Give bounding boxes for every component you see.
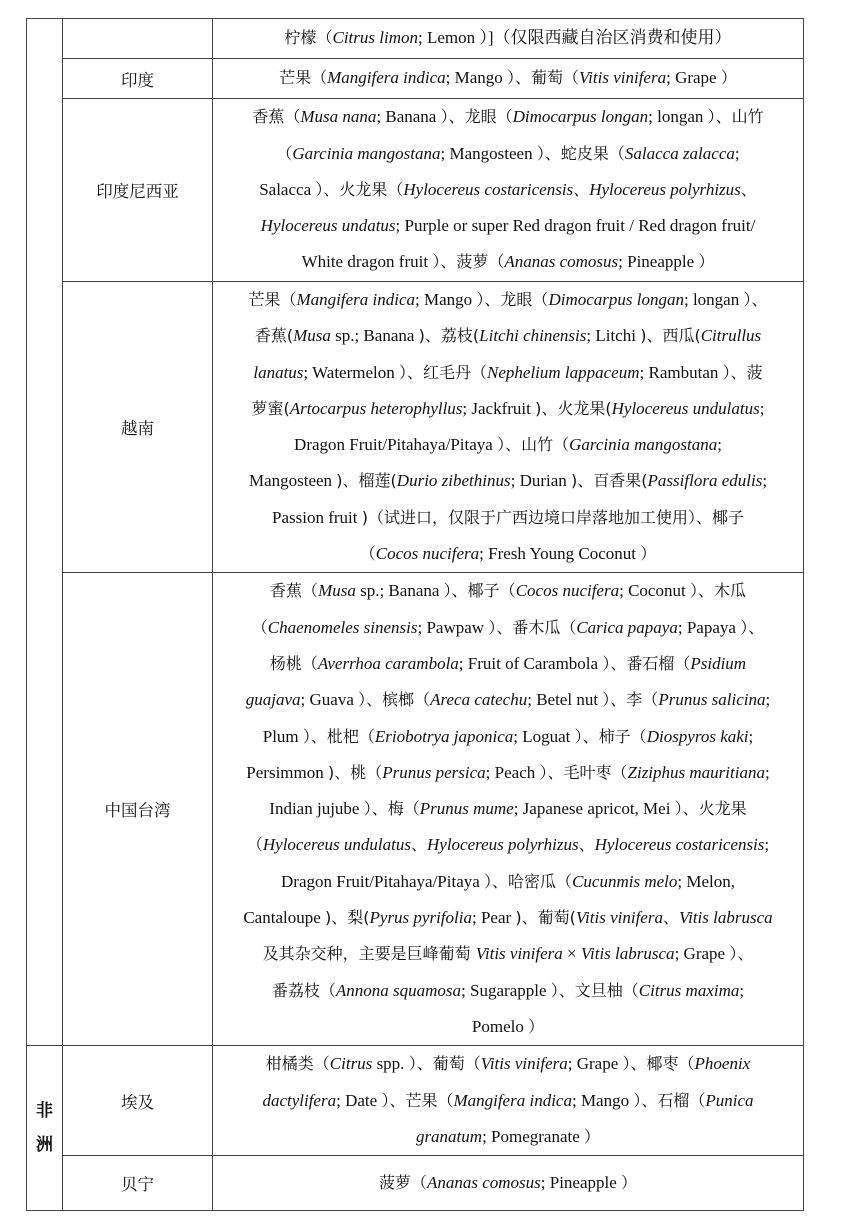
scientific-name: Dimocarpus longan: [512, 107, 649, 127]
fruit-text: sp.; Banana: [355, 581, 444, 601]
fruit-text: )、火龙果(: [535, 398, 612, 418]
scientific-name: Hylocereus costaricensis: [403, 179, 574, 199]
scientific-name: Vitis vinifera: [480, 1054, 568, 1074]
scientific-name: Vitis vinifera: [579, 68, 667, 88]
fruit-text: ; Guava: [300, 690, 359, 710]
fruit-text: Salacca: [259, 179, 316, 199]
fruit-text: ）、李（: [602, 690, 659, 710]
fruit-text: （: [246, 835, 263, 855]
scientific-name: Musa: [318, 581, 356, 601]
fruit-line: [216, 20, 800, 56]
scientific-name: Ananas comosus: [426, 1173, 541, 1193]
fruit-line: [216, 1046, 800, 1082]
fruit-text: ; Loguat: [513, 726, 575, 746]
scientific-name: Cocos nucifera: [515, 581, 620, 601]
region-label: 非 洲: [36, 1101, 53, 1156]
fruit-text: Pomelo: [471, 1016, 529, 1036]
fruit-text: 芒果（: [279, 68, 328, 88]
scientific-name: Vitis labrusca: [678, 908, 773, 928]
fruit-line: [216, 719, 800, 755]
fruit-text: ）、槟榔（: [358, 690, 431, 710]
table-row: [27, 99, 804, 282]
fruit-text: spp.: [372, 1054, 409, 1074]
fruit-text: )、西瓜(: [640, 326, 701, 346]
scientific-name: Dimocarpus longan: [548, 290, 684, 309]
scientific-name: Mangifera indica: [296, 290, 416, 309]
fruit-list-cell: [213, 1046, 804, 1156]
fruit-line: [216, 391, 800, 427]
fruit-text: ）、柿子（: [574, 726, 647, 746]
scientific-name: Hylocereus undulatus: [611, 398, 760, 418]
fruit-line: [216, 318, 800, 354]
fruit-text: ; longan: [683, 290, 744, 309]
fruit-text: （: [359, 544, 376, 564]
scientific-name: Mangifera indica: [327, 68, 446, 88]
scientific-name: Citrus limon: [332, 28, 418, 48]
scientific-name: Citrullus: [700, 326, 762, 346]
fruit-text: 柠檬（: [284, 28, 333, 48]
fruit-line: [216, 136, 800, 172]
country-cell: [63, 19, 213, 59]
fruit-text: 、: [578, 835, 595, 855]
scientific-name: Prunus persica: [382, 762, 486, 782]
fruit-text: ）、葡萄（: [408, 1054, 481, 1074]
scientific-name: Vitis labrusca: [580, 944, 675, 964]
fruit-text: 芒果（: [248, 290, 297, 309]
scientific-name: Passiflora edulis: [647, 471, 763, 491]
fruit-text: 、: [573, 179, 590, 199]
scientific-name: guajava: [245, 690, 301, 710]
fruit-text: ; Betel nut: [527, 690, 603, 710]
fruit-text: ）、毛叶枣（: [539, 762, 628, 782]
fruit-line: [216, 282, 800, 318]
fruit-line: [216, 536, 800, 572]
fruit-text: 萝蜜(: [251, 398, 290, 418]
scientific-name: Mangifera indica: [453, 1090, 572, 1110]
fruit-text: ）、火龙果: [674, 799, 747, 819]
fruit-text: ）、: [743, 290, 768, 309]
fruit-text: （: [276, 143, 293, 163]
region-cell-asia: [27, 19, 63, 1046]
fruit-text: ; Rambutan: [639, 362, 723, 382]
fruit-text: ×: [562, 944, 581, 964]
fruit-text: ）、番石榴（: [602, 653, 691, 673]
fruit-text: 、: [662, 908, 679, 928]
table-row: [27, 573, 804, 1046]
fruit-text: ; Watermelon: [303, 362, 399, 382]
fruit-text: ;: [764, 762, 770, 782]
fruit-text: ）、蛇皮果（: [536, 143, 625, 163]
fruit-text: 菠萝（: [378, 1173, 427, 1193]
scientific-name: Annona squamosa: [335, 980, 462, 1000]
fruit-text: ）: [621, 1173, 638, 1193]
scientific-name: Salacca zalacca: [624, 143, 735, 163]
fruit-line: [216, 208, 800, 244]
fruit-text: ）: [640, 544, 657, 564]
fruit-text: ）、红毛丹（: [399, 362, 488, 382]
fruit-text: ）、番木瓜（: [488, 617, 577, 637]
scientific-name: Hylocereus costaricensis: [594, 835, 765, 855]
fruit-text: ; Grape: [567, 1054, 623, 1074]
fruit-text: ; Banana: [376, 107, 441, 127]
fruit-text: ）、椰枣（: [622, 1054, 695, 1074]
fruit-line: [216, 500, 800, 536]
fruit-text: ）: [584, 1126, 601, 1146]
country-cell: 贝宁: [63, 1156, 213, 1211]
scientific-name: Punica: [705, 1090, 754, 1110]
fruit-line: [216, 99, 800, 135]
fruit-line: [216, 60, 800, 96]
fruit-line: [216, 172, 800, 208]
fruit-text: ; Mango: [571, 1090, 634, 1110]
scientific-name: Hylocereus undulatus: [262, 835, 411, 855]
fruit-line: [216, 1009, 800, 1045]
fruit-text: ）、龙眼（: [476, 290, 549, 309]
fruit-list-cell: [213, 99, 804, 282]
fruit-text: ; Papaya: [677, 617, 741, 637]
fruit-text: ）、芒果（: [381, 1090, 454, 1110]
scientific-name: Durio zibethinus: [396, 471, 511, 491]
fruit-text: ）、文旦柚（: [550, 980, 639, 1000]
scientific-name: Cocos nucifera: [375, 544, 480, 564]
table-row: [27, 59, 804, 99]
scientific-name: Vitis vinifera: [575, 908, 663, 928]
fruit-text: Cantaloupe: [243, 908, 326, 928]
fruit-text: ; Mango: [445, 68, 508, 88]
fruit-line: [216, 1119, 800, 1155]
fruit-text: 香蕉（: [252, 107, 301, 127]
fruit-text: ; Pineapple: [618, 252, 699, 272]
fruit-line: [216, 864, 800, 900]
fruit-text: ;: [765, 690, 771, 710]
fruit-text: 香蕉(: [254, 326, 294, 346]
scientific-name: Pyrus pyrifolia: [369, 908, 472, 928]
fruit-text: ）、: [740, 617, 765, 637]
country-cell: 印度尼西亚: [63, 99, 213, 282]
scientific-name: Citrus maxima: [638, 980, 740, 1000]
scientific-name: Chaenomeles sinensis: [267, 617, 418, 637]
table-row: [27, 1156, 804, 1211]
fruit-line: [216, 791, 800, 827]
fruit-text: ; Mango: [415, 290, 477, 309]
fruit-text: ; Date: [336, 1090, 382, 1110]
fruit-list-cell: [213, 282, 804, 573]
fruit-text: Persimmon: [246, 762, 328, 782]
fruit-text: ; Peach: [485, 762, 540, 782]
scientific-name: Cucunmis melo: [572, 871, 678, 891]
scientific-name: Prunus mume: [419, 799, 514, 819]
country-cell: 埃及: [63, 1046, 213, 1156]
scientific-name: granatum: [415, 1126, 483, 1146]
fruit-text: ; Purple or super Red dragon fruit / Red dragon fruit/: [395, 216, 756, 236]
table-row: [27, 19, 804, 59]
fruit-text: )、葡萄(: [515, 908, 576, 928]
scientific-name: Garcinia mangostana: [569, 435, 718, 455]
fruit-text: ; longan: [648, 107, 708, 127]
fruit-line: [216, 1165, 800, 1201]
fruit-text: 番荔枝（: [271, 980, 336, 1000]
scientific-name: Ziziphus mauritiana: [627, 762, 765, 782]
fruit-line: [216, 463, 800, 499]
fruit-text: ; Durian: [510, 471, 572, 491]
fruit-text: )、榴莲(: [336, 471, 397, 491]
scientific-name: Artocarpus heterophyllus: [289, 398, 463, 418]
fruit-text: ;: [762, 471, 768, 491]
fruit-text: )、荔枝(: [418, 326, 480, 346]
fruit-text: )、桃（: [328, 762, 383, 782]
scientific-name: Phoenix: [694, 1054, 751, 1074]
fruit-text: ）: [720, 68, 737, 88]
fruit-text: ;: [759, 398, 765, 418]
fruit-text: 及其杂交种，主要是巨峰葡萄: [262, 944, 476, 964]
fruit-line: [216, 427, 800, 463]
fruit-text: ; Pineapple: [540, 1173, 622, 1193]
fruit-text: ）、梅（: [363, 799, 420, 819]
fruit-line: [216, 1083, 800, 1119]
fruit-text: Plum: [262, 726, 303, 746]
fruit-text: ; Sugarapple: [461, 980, 551, 1000]
scientific-name: Hylocereus undatus: [260, 216, 396, 236]
fruit-list-cell: [213, 59, 804, 99]
scientific-name: lanatus: [253, 362, 304, 382]
scientific-name: Carica papaya: [576, 617, 678, 637]
scientific-name: Nephelium lappaceum: [487, 362, 640, 382]
fruit-line: [216, 646, 800, 682]
fruit-text: 柑橘类（: [265, 1054, 330, 1074]
fruit-text: sp.; Banana: [330, 326, 419, 346]
fruit-text: ; Grape: [674, 944, 730, 964]
fruit-text: ; Fresh Young Coconut: [479, 544, 641, 564]
fruit-line: [216, 573, 800, 609]
fruit-list-cell: [213, 19, 804, 59]
fruit-text: ）、哈密瓜（: [484, 871, 573, 891]
fruit-text: ; Pear: [471, 908, 516, 928]
fruit-text: ）、木瓜: [689, 581, 746, 601]
fruit-line: [216, 973, 800, 1009]
fruit-line: [216, 936, 800, 972]
fruit-text: （: [251, 617, 268, 637]
fruit-text: ;: [717, 435, 722, 455]
fruit-text: ; Fruit of Carambola: [458, 653, 603, 673]
fruit-line: [216, 827, 800, 863]
fruit-text: ）、葡萄（: [507, 68, 580, 88]
fruit-line: [216, 900, 800, 936]
fruit-text: 杨桃（: [269, 653, 318, 673]
fruit-text: ; Lemon ）]（仅限西藏自治区消费和使用）: [417, 28, 732, 48]
fruit-text: )、梨(: [325, 908, 370, 928]
fruit-text: ; Jackfruit: [462, 398, 536, 418]
fruit-line: [216, 244, 800, 280]
fruit-text: ; Litchi: [586, 326, 641, 346]
fruit-text: ; Mangosteen: [440, 143, 537, 163]
fruit-text: Passion fruit: [272, 507, 362, 527]
fruit-text: ;: [739, 980, 745, 1000]
scientific-name: Hylocereus polyrhizus: [427, 835, 579, 855]
scientific-name: Averrhoa carambola: [317, 653, 459, 673]
fruit-text: )、百香果(: [571, 471, 648, 491]
fruit-text: ）、菠萝（: [432, 252, 505, 272]
scientific-name: dactylifera: [262, 1090, 337, 1110]
table-row: [27, 282, 804, 573]
fruit-text: ）、枇杷（: [302, 726, 375, 746]
fruit-text: ;: [734, 143, 740, 163]
fruit-text: ）、山竹（: [497, 435, 570, 455]
fruit-text: ; Pawpaw: [417, 617, 489, 637]
fruit-line: [216, 610, 800, 646]
scientific-name: Diospyros kaki: [646, 726, 749, 746]
region-cell-africa: [27, 1046, 63, 1211]
fruit-text: ）、: [729, 944, 754, 964]
fruit-text: ; Pomegranate: [482, 1126, 585, 1146]
fruit-text: ）: [698, 252, 715, 272]
scientific-name: Litchi chinensis: [479, 326, 587, 346]
fruit-text: ）、椰子（: [443, 581, 516, 601]
fruit-list-cell: [213, 1156, 804, 1211]
fruit-line: [216, 682, 800, 718]
fruit-text: 、: [740, 179, 757, 199]
fruit-text: Dragon Fruit/Pitahaya/Pitaya: [281, 871, 485, 891]
fruit-line: [216, 755, 800, 791]
fruit-text: ; Coconut: [619, 581, 690, 601]
fruit-import-table: [26, 18, 804, 1211]
fruit-text: 、: [410, 835, 427, 855]
fruit-text: Indian jujube: [269, 799, 364, 819]
fruit-text: 香蕉（: [270, 581, 319, 601]
fruit-text: )（试进口，仅限于广西边境口岸落地加工使用）、椰子: [361, 507, 744, 527]
scientific-name: Vitis vinifera: [475, 944, 563, 964]
scientific-name: Areca catechu: [430, 690, 528, 710]
fruit-text: ）: [528, 1016, 545, 1036]
fruit-text: ）、火龙果（: [315, 179, 404, 199]
fruit-text: Mangosteen: [248, 471, 337, 491]
scientific-name: Garcinia mangostana: [292, 143, 441, 163]
fruit-text: ;: [764, 835, 770, 855]
scientific-name: Ananas comosus: [504, 252, 619, 272]
fruit-list-cell: [213, 573, 804, 1046]
scientific-name: Hylocereus polyrhizus: [589, 179, 741, 199]
fruit-text: ; Melon,: [677, 871, 735, 891]
fruit-text: ）、菠: [722, 362, 763, 382]
fruit-text: ; Grape: [666, 68, 721, 88]
scientific-name: Citrus: [329, 1054, 373, 1074]
scientific-name: Musa: [293, 326, 331, 346]
fruit-text: ）、石榴（: [633, 1090, 706, 1110]
fruit-line: [216, 355, 800, 391]
scientific-name: Musa nana: [300, 107, 377, 127]
fruit-text: ;: [748, 726, 754, 746]
scientific-name: Prunus salicina: [658, 690, 766, 710]
fruit-text: Dragon Fruit/Pitahaya/Pitaya: [294, 435, 498, 455]
fruit-text: ）、山竹: [707, 107, 764, 127]
fruit-text: White dragon fruit: [301, 252, 433, 272]
table-row: [27, 1046, 804, 1156]
fruit-text: ; Japanese apricot, Mei: [513, 799, 675, 819]
country-cell: 中国台湾: [63, 573, 213, 1046]
country-cell: 越南: [63, 282, 213, 573]
fruit-text: ）、龙眼（: [440, 107, 513, 127]
scientific-name: Psidium: [690, 653, 747, 673]
scientific-name: Eriobotrya japonica: [374, 726, 514, 746]
country-cell: 印度: [63, 59, 213, 99]
